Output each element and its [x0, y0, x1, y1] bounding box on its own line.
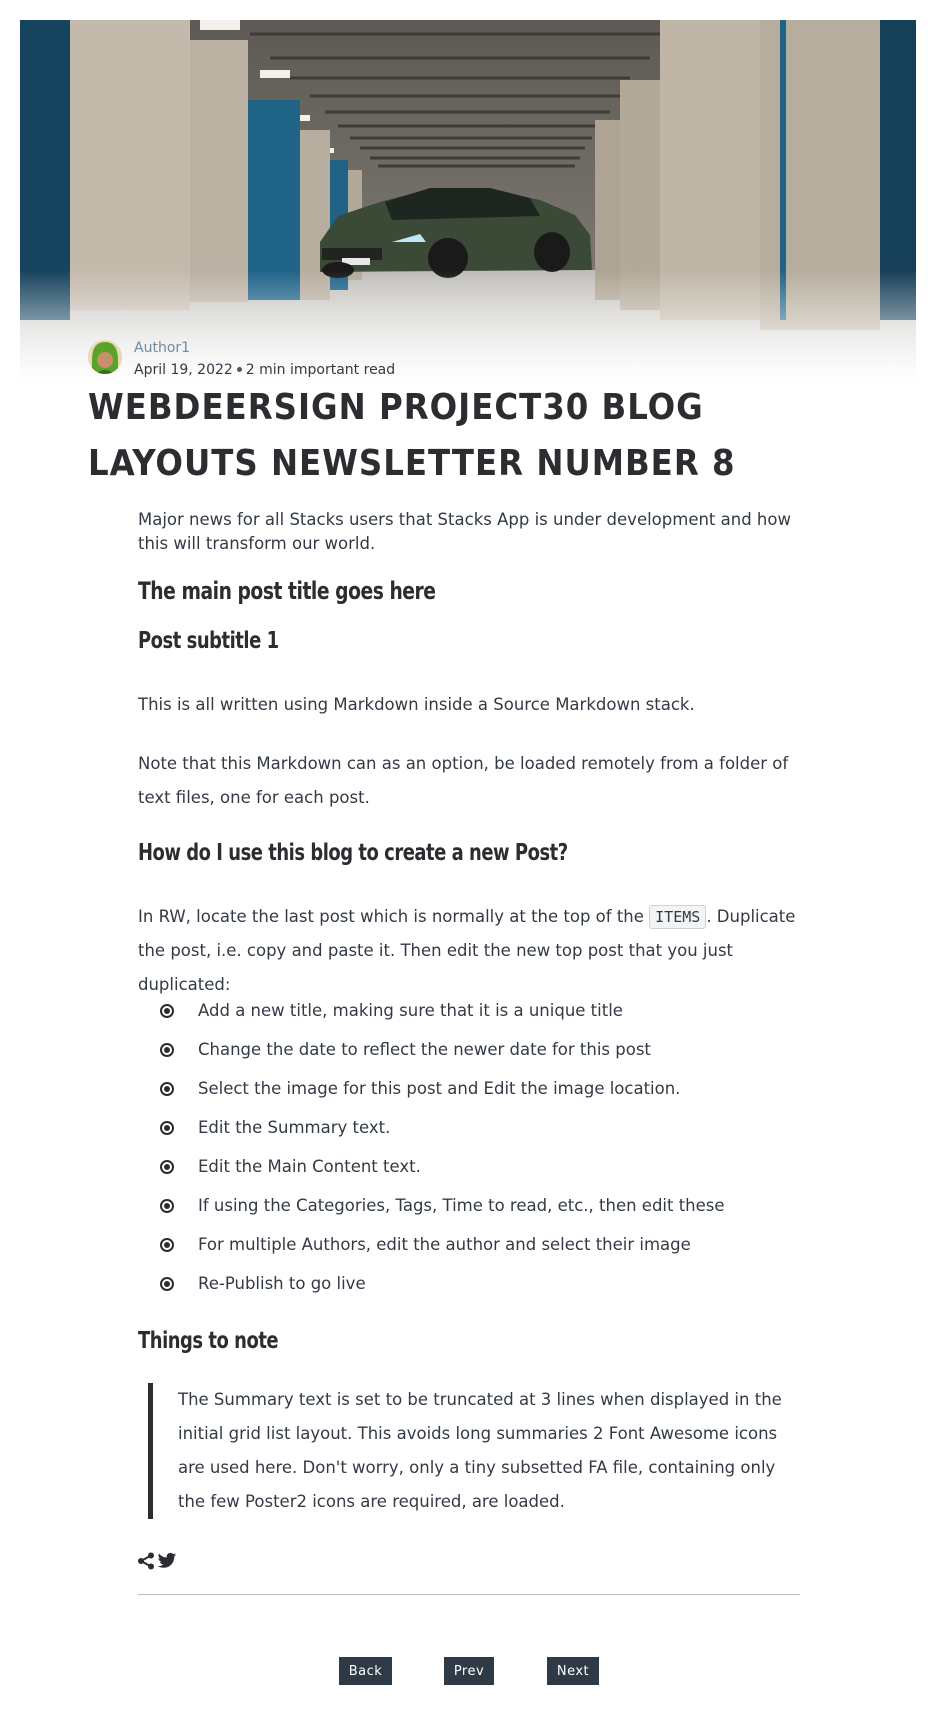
post-subtitle: Post subtitle 1 [138, 628, 279, 654]
bullet-icon [160, 1277, 174, 1291]
paragraph-remote: Note that this Markdown can as an option, be loaded remotely from a folder of text files, one for each post. [138, 754, 789, 807]
read-time: 2 min important read [245, 362, 396, 378]
steps-list [160, 991, 725, 1303]
post-title: WEBDEERSIGN PROJECT30 BLOG LAYOUTS NEWSLETTER NUMBER 8 [88, 387, 736, 484]
bullet-icon [160, 1160, 174, 1174]
list-item-text: Add a new title, making sure that it is a unique title [198, 1001, 623, 1020]
how-to-heading: How do I use this blog to create a new Post? [138, 840, 568, 866]
list-item-text: Select the image for this post and Edit the image location. [198, 1079, 681, 1098]
list-item [160, 1030, 725, 1069]
share-bar [137, 1552, 177, 1570]
bullet-icon [160, 1199, 174, 1213]
hero-image [20, 20, 916, 386]
next-button[interactable]: Next [547, 1657, 599, 1685]
share-icon[interactable] [137, 1552, 155, 1570]
list-item-text: For multiple Authors, edit the author and select their image [198, 1235, 691, 1254]
list-item-text: Change the date to reflect the newer date for this post [198, 1040, 651, 1059]
post-summary: Major news for all Stacks users that Stacks App is under development and how this will transform our world. [138, 510, 791, 553]
how-to-paragraph [138, 900, 800, 1002]
list-item [160, 1186, 725, 1225]
bullet-icon [160, 1121, 174, 1135]
list-item [160, 1147, 725, 1186]
twitter-icon[interactable] [157, 1552, 177, 1570]
how-to-text-before: In RW, locate the last post which is normally at the top of the [138, 907, 650, 926]
list-item-text: Edit the Main Content text. [198, 1157, 421, 1176]
author-avatar[interactable] [88, 340, 122, 374]
post-date: April 19, 2022 [134, 362, 233, 378]
list-item-text: Re-Publish to go live [198, 1274, 366, 1293]
hero-photo [20, 20, 916, 386]
note-blockquote: The Summary text is set to be truncated at 3 lines when displayed in the initial grid list layout. This avoids long summaries 2 Font Awesome icons are used here. Don't worry, only a tiny subsetted FA file, containing only the few Poster2 icons are required, are loaded. [148, 1383, 798, 1519]
list-item [160, 1069, 725, 1108]
main-post-title: The main post title goes here [138, 577, 436, 605]
list-item [160, 1264, 725, 1303]
list-item-text: If using the Categories, Tags, Time to read, etc., then edit these [198, 1196, 725, 1215]
paragraph-markdown: This is all written using Markdown inside a Source Markdown stack. [138, 695, 695, 714]
post-meta [134, 362, 395, 378]
how-to-text-after: . Duplicate the post, i.e. copy and paste it. Then edit the new top post that you just duplicated: [138, 907, 796, 994]
bullet-icon [160, 1004, 174, 1018]
divider [138, 1594, 800, 1595]
list-item [160, 1108, 725, 1147]
bullet-icon [160, 1238, 174, 1252]
list-item-text: Edit the Summary text. [198, 1118, 391, 1137]
bullet-icon [160, 1082, 174, 1096]
meta-separator-dot [237, 367, 242, 372]
prev-button[interactable]: Prev [444, 1657, 494, 1685]
author-name-link[interactable]: Author1 [134, 340, 191, 356]
avatar-image [88, 340, 122, 374]
list-item [160, 991, 725, 1030]
list-item [160, 1225, 725, 1264]
things-to-note-heading: Things to note [138, 1328, 279, 1354]
back-button[interactable]: Back [339, 1657, 392, 1685]
bullet-icon [160, 1043, 174, 1057]
items-code: ITEMS [649, 905, 706, 929]
